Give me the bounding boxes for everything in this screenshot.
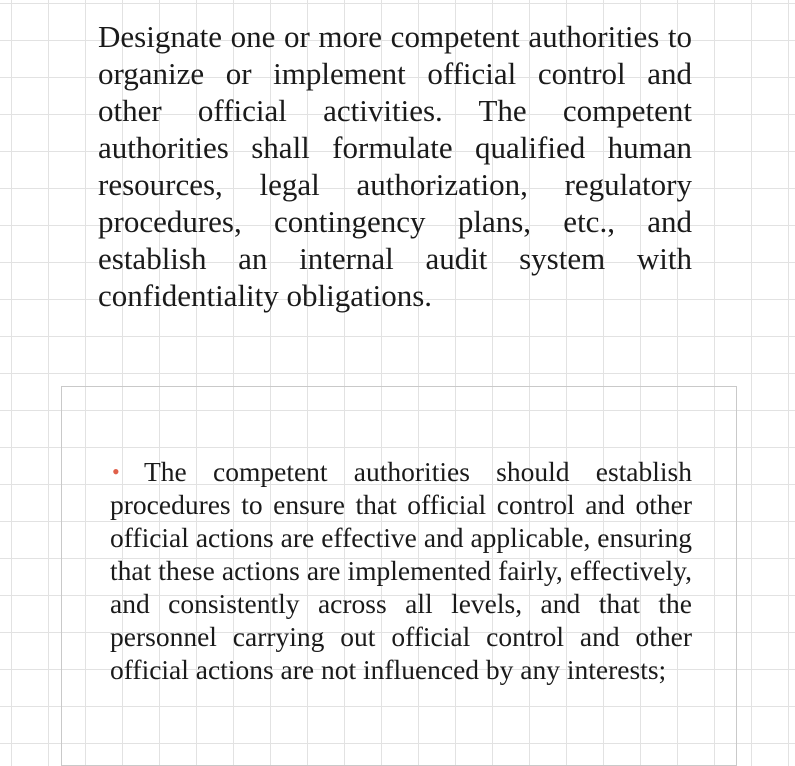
bullet-dot-icon: • [112, 459, 120, 484]
intro-paragraph: Designate one or more competent authorities to organize or implement official control and other official activities. The competent authorities shall formulate qualified human resources, legal authorization, regulatory procedures, contingency plans, etc., and establish an internal audit system with confidentiality obligations. [98, 19, 692, 313]
bullet-item-text: The competent authorities should establish procedures to ensure that official control and other official actions are effective and applicable, ensuring that these actions are implemented fairly, effectively, and consistently across all levels, and that the personnel carrying out official control and other official actions are not influenced by any interests; [110, 456, 692, 685]
bullet-list-item [110, 455, 692, 686]
